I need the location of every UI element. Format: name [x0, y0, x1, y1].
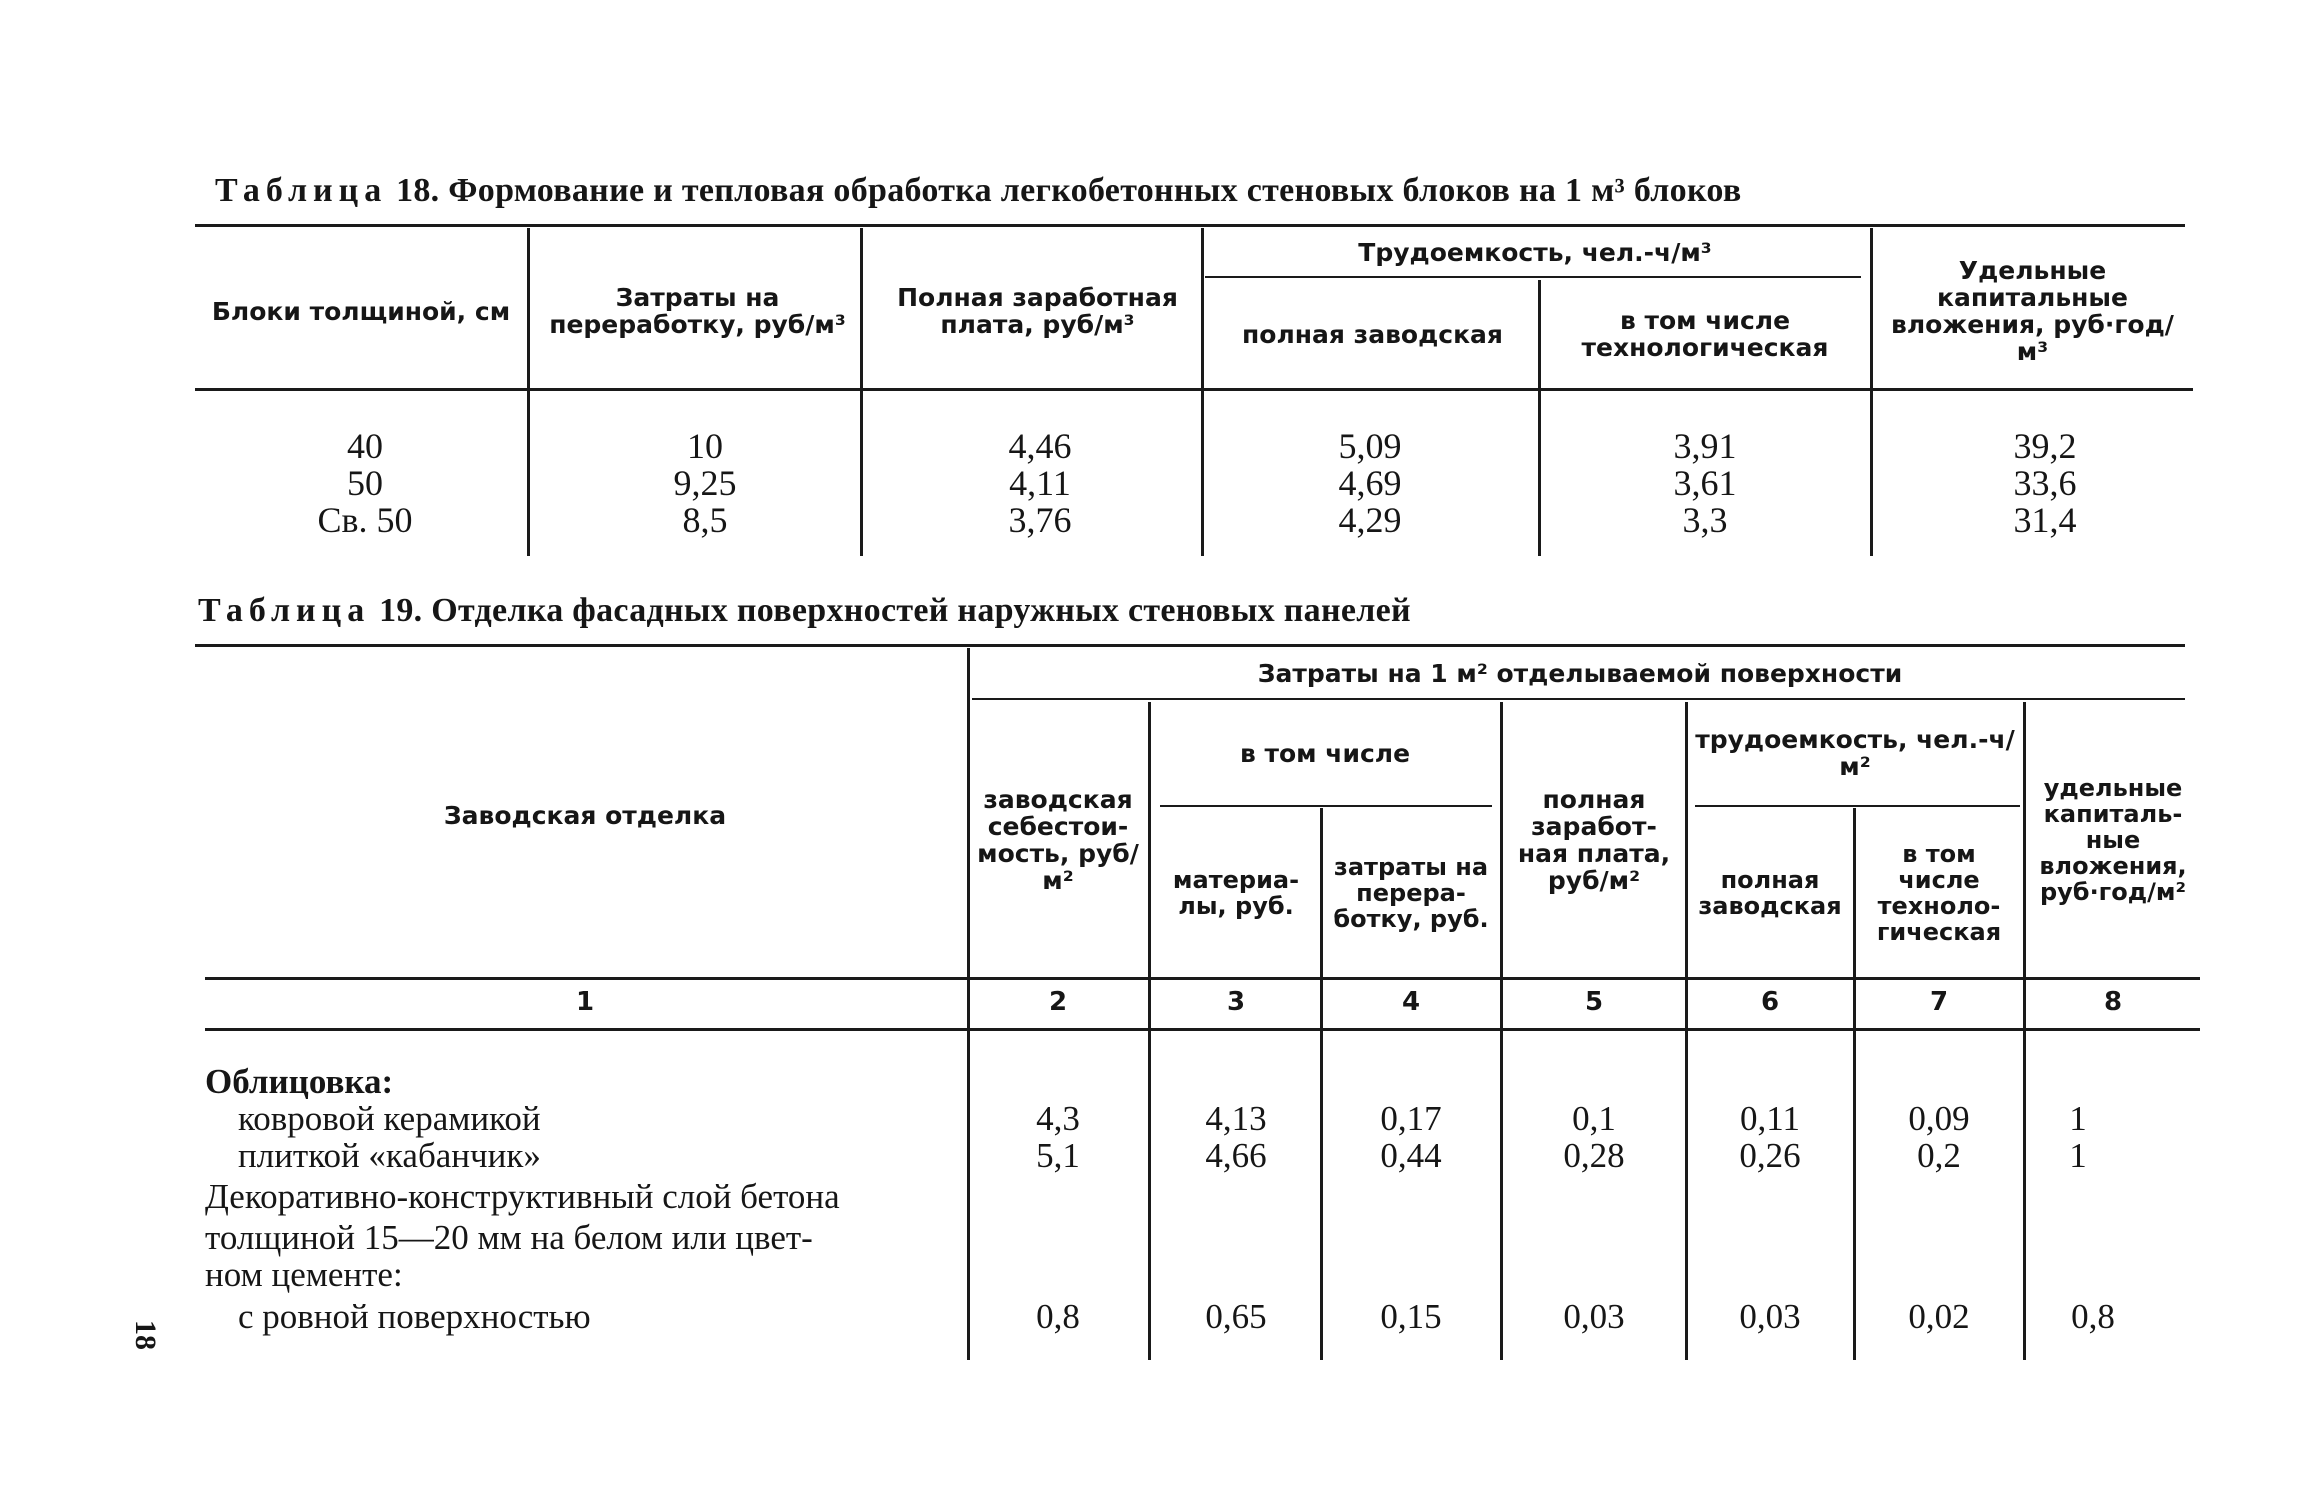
table19-title: 19. Отделка фасадных поверхностей наружных стеновых панелей	[379, 592, 1411, 629]
table19-colnum-4: 4	[1401, 987, 1421, 1017]
table19-colnum-7: 7	[1929, 987, 1949, 1017]
table19-header-incl: в том числе	[1239, 738, 1411, 768]
table18-header-labor: Трудоемкость, чел.-ч/м³	[1358, 237, 1712, 267]
table18-divider-5	[1870, 228, 1873, 556]
t19-r6-c7: 0,02	[1908, 1297, 1970, 1336]
table18-header-rule	[195, 388, 2193, 391]
table19-row-decorative-3: ном цементе:	[205, 1255, 403, 1294]
t19-r6-c3: 0,65	[1205, 1297, 1267, 1336]
table19-header-finish: Заводская отделка	[443, 800, 727, 830]
t19-r6-c5: 0,03	[1563, 1297, 1625, 1336]
t19-r1-c2: 4,3	[1036, 1099, 1080, 1138]
table19-divider-4	[1500, 702, 1503, 1360]
table19-colnum-3: 3	[1226, 987, 1246, 1017]
table18-header-capital: Удельные капитальные вложения, руб·год/м³	[1891, 256, 2174, 366]
table18-header-labor-tech: в том числе технологическая	[1581, 306, 1829, 362]
table19-colnum-rule	[205, 1028, 2200, 1031]
table19-divider-7	[2023, 702, 2026, 1360]
table19-row-smooth-surface: с ровной поверхностью	[238, 1297, 591, 1336]
table18-group-rule	[1205, 276, 1861, 278]
table19-colnum-6: 6	[1760, 987, 1780, 1017]
t19-r6-c4: 0,15	[1380, 1297, 1442, 1336]
table19-header-labor-full: полная заводская	[1698, 866, 1842, 920]
table19-divider-2	[1148, 702, 1151, 1360]
table19-header-capital: удельные капиталь-ные вложения, руб·год/м²	[2039, 774, 2187, 906]
table18-header-labor-full: полная заводская	[1242, 319, 1503, 349]
table18-col-labor-full: 5,09 4,69 4,29	[1338, 426, 1402, 540]
table19-divider-3	[1320, 808, 1323, 1360]
table19-top-rule	[195, 644, 2185, 647]
t19-r2-c2: 5,1	[1036, 1136, 1080, 1175]
t19-r1-c6: 0,11	[1740, 1099, 1800, 1138]
table19-colnum-5: 5	[1584, 987, 1604, 1017]
table18-title: 18. Формование и тепловая обработка легкобетонных стеновых блоков на 1 м³ блоков	[396, 172, 1742, 209]
table19-labor-rule	[1695, 805, 2020, 807]
table19-header-labor: трудоемкость, чел.-ч/м²	[1695, 725, 2015, 781]
t19-r1-c5: 0,1	[1572, 1099, 1616, 1138]
table18-col-capital: 39,2 33,6 31,4	[2013, 426, 2077, 540]
table18-col-labor-tech: 3,91 3,61 3,3	[1673, 426, 1737, 540]
table19-row-carpet-ceramic: ковровой керамикой	[238, 1099, 541, 1138]
t19-r1-c4: 0,17	[1380, 1099, 1442, 1138]
table18-divider-3	[1201, 228, 1204, 556]
table18-col-wages: 4,46 4,11 3,76	[1008, 426, 1072, 540]
table19-header-wages: полная заработ-ная плата, руб/м²	[1517, 785, 1671, 895]
t19-r1-c7: 0,09	[1908, 1099, 1970, 1138]
table19-header-cost-price: заводская себестои-мость, руб/м²	[977, 785, 1139, 895]
table18-header-wages: Полная заработная плата, руб/м³	[897, 283, 1178, 339]
table18-divider-4	[1538, 280, 1541, 556]
t19-r2-c4: 0,44	[1380, 1136, 1442, 1175]
table18-col-processing: 10 9,25 8,5	[673, 426, 737, 540]
table19-colnum-1: 1	[575, 987, 595, 1017]
t19-r2-c7: 0,2	[1917, 1136, 1961, 1175]
page-number: 18	[129, 1320, 162, 1350]
table18-caption	[215, 172, 1742, 210]
table18-col-thickness: 40 50 Св. 50	[317, 426, 413, 540]
table19-label: Таблица	[198, 592, 371, 629]
table19-row-decorative-2: толщиной 15—20 мм на белом или цвет-	[205, 1218, 813, 1257]
table18-top-rule	[195, 224, 2185, 227]
t19-r1-c8: 1	[2069, 1099, 2087, 1138]
table18-header-processing: Затраты на переработку, руб/м³	[549, 283, 846, 339]
t19-r2-c3: 4,66	[1205, 1136, 1267, 1175]
t19-r2-c6: 0,26	[1739, 1136, 1801, 1175]
table19-row-decorative-1: Декоративно-конструктивный слой бетона	[205, 1177, 840, 1216]
table19-header-labor-tech: в том числе техноло-гическая	[1876, 840, 2002, 946]
table19-divider-6	[1853, 808, 1856, 1360]
table19-incl-rule	[1160, 805, 1492, 807]
table18-divider-2	[860, 228, 863, 556]
t19-r2-c5: 0,28	[1563, 1136, 1625, 1175]
t19-r6-c6: 0,03	[1739, 1297, 1801, 1336]
t19-r6-c8: 0,8	[2071, 1297, 2115, 1336]
t19-r2-c8: 1	[2069, 1136, 2087, 1175]
table19-header-costs-group: Затраты на 1 м² отделываемой поверхности	[1257, 658, 1903, 688]
t19-r6-c2: 0,8	[1036, 1297, 1080, 1336]
table19-group-rule	[972, 698, 2185, 700]
table19-divider-5	[1685, 702, 1688, 1360]
table19-caption	[198, 592, 1411, 630]
table19-header-processing: затраты на перера-ботку, руб.	[1333, 853, 1489, 933]
table18-divider-1	[527, 228, 530, 556]
table19-header-rule	[205, 977, 2200, 980]
table19-header-materials: материа-лы, руб.	[1172, 866, 1300, 920]
table18-header-thickness: Блоки толщиной, см	[211, 296, 511, 326]
table19-row-tile: плиткой «кабанчик»	[238, 1136, 541, 1175]
table18-label: Таблица	[215, 172, 388, 209]
table19-colnum-2: 2	[1048, 987, 1068, 1017]
t19-r1-c3: 4,13	[1205, 1099, 1267, 1138]
table19-row-cladding: Облицовка:	[205, 1062, 394, 1101]
table19-colnum-8: 8	[2103, 987, 2123, 1017]
table19-divider-1	[967, 648, 970, 1360]
